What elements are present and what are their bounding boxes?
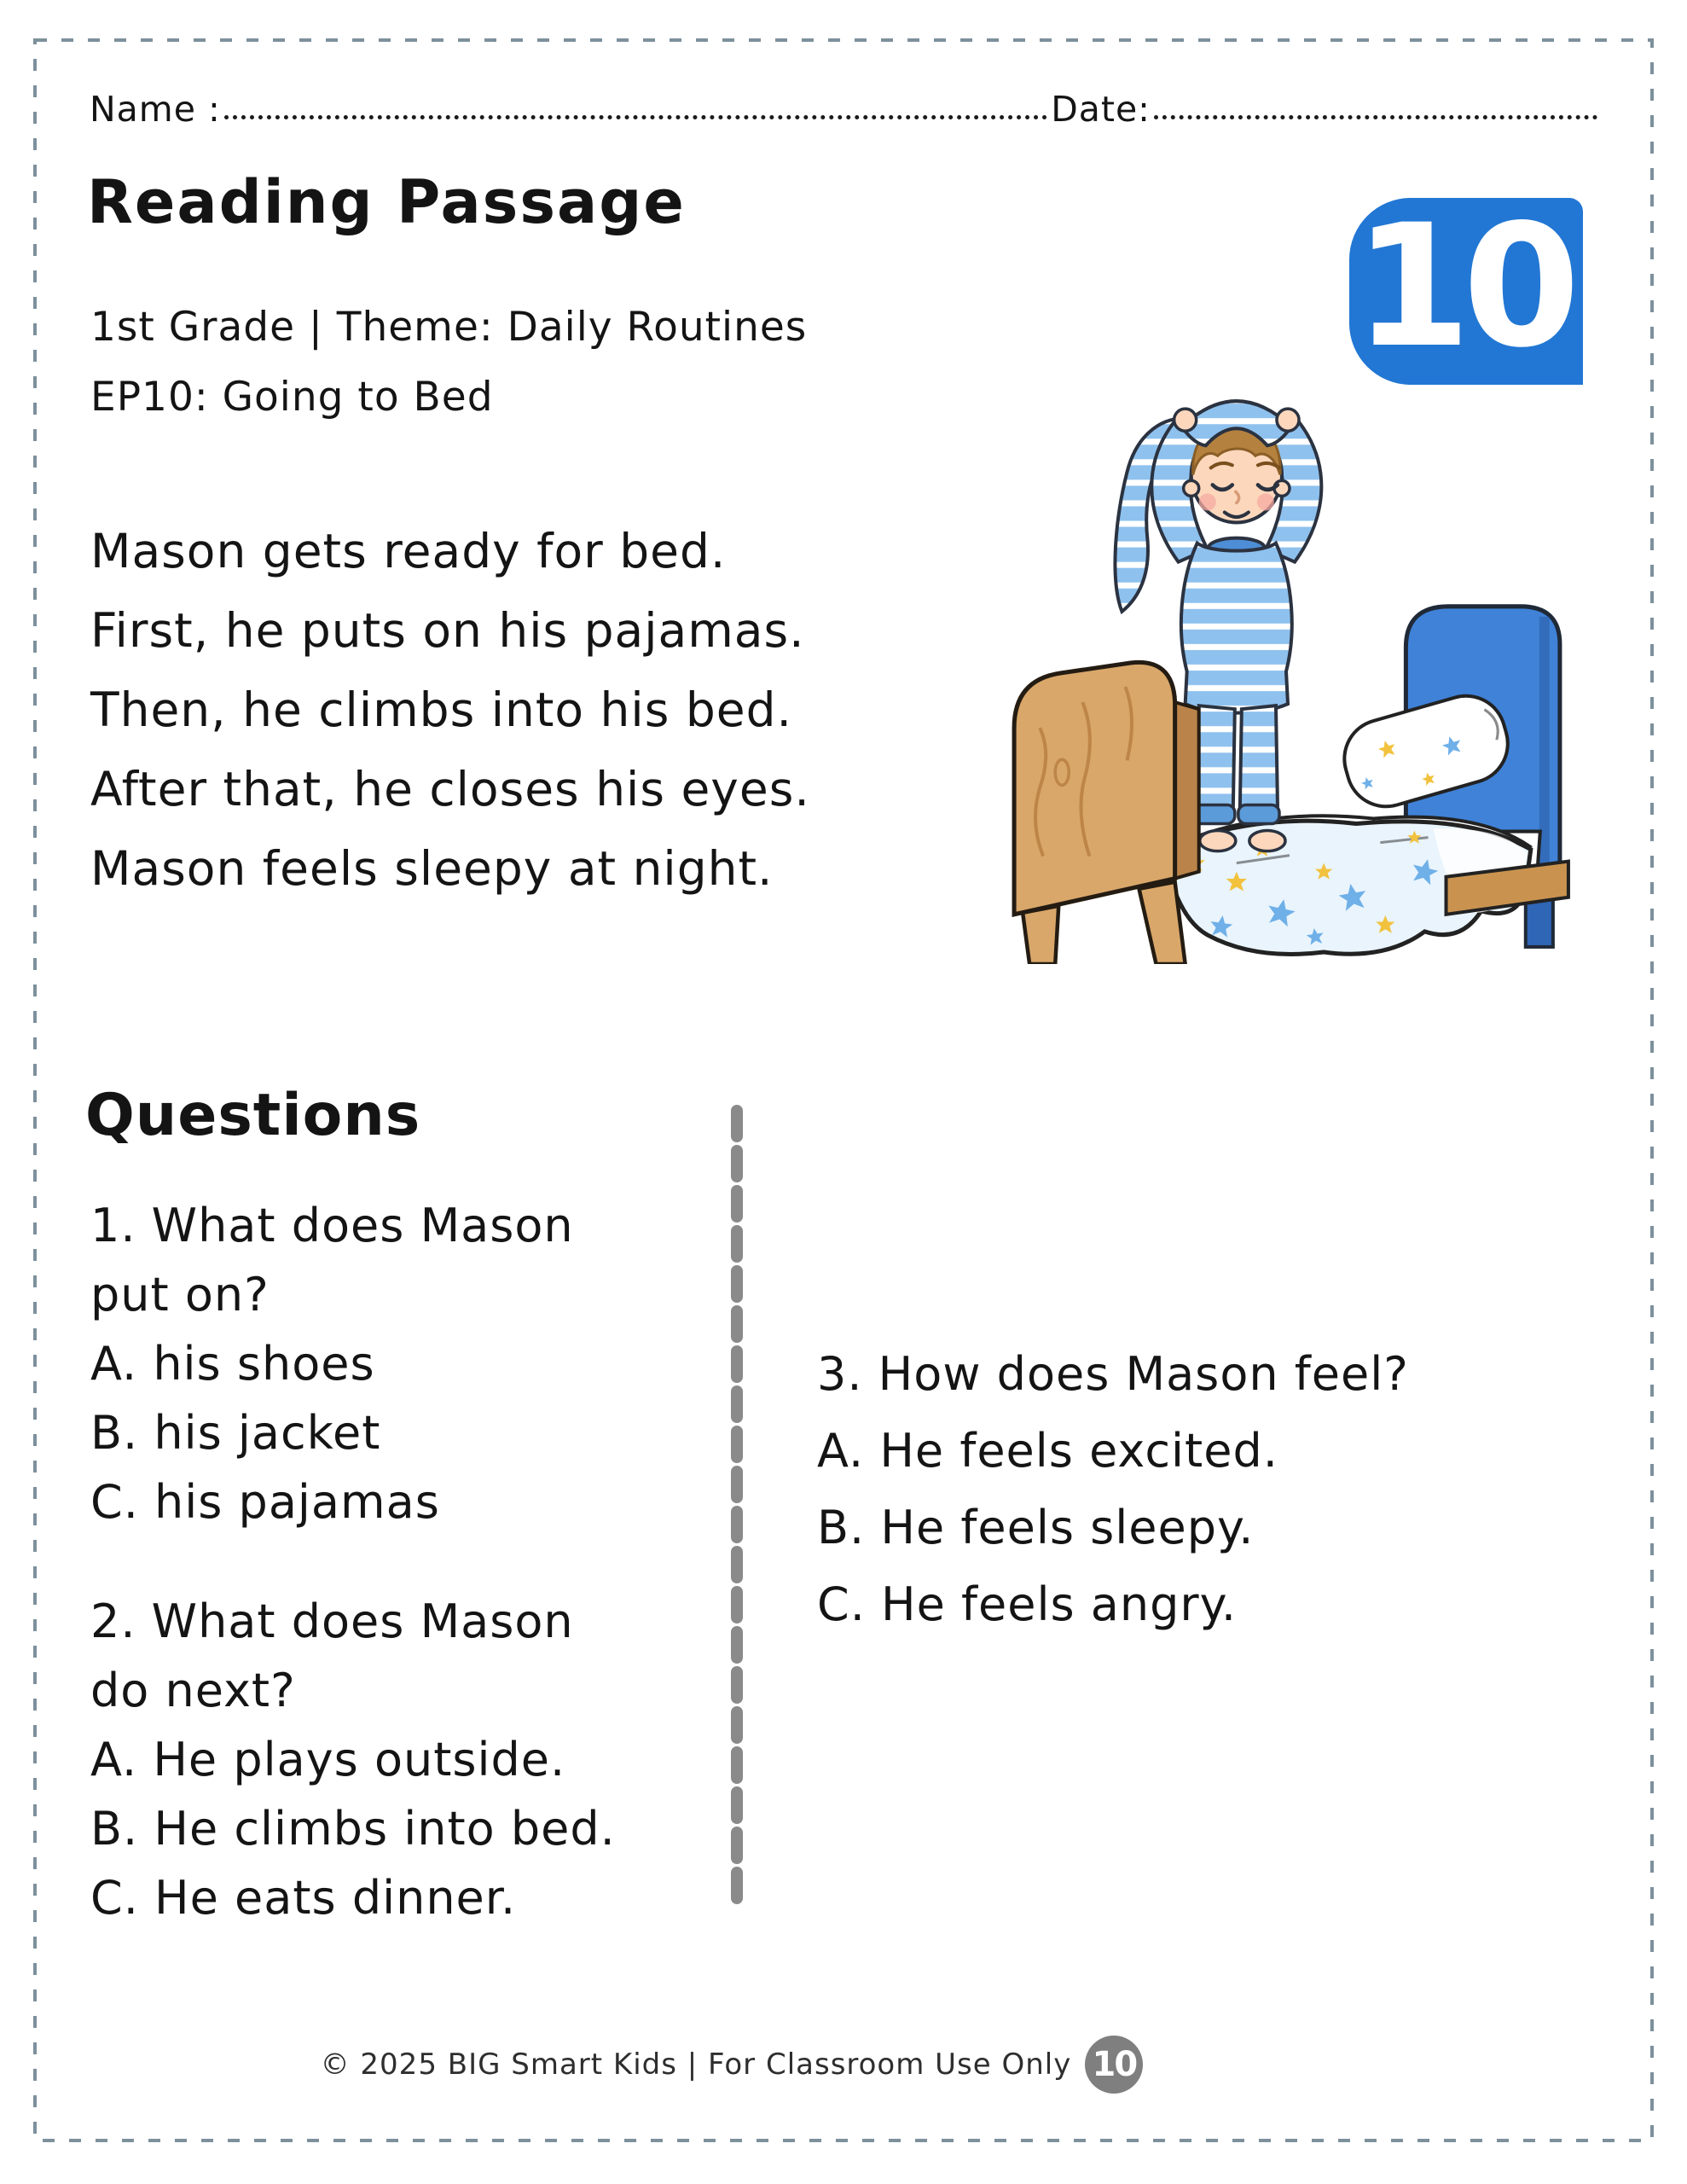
- lesson-number: 10: [1354, 187, 1572, 385]
- question-1: [90, 1191, 687, 1536]
- page-title: Reading Passage: [87, 167, 686, 237]
- answer-option: A. his shoes: [90, 1337, 375, 1391]
- bed-illustration: [972, 365, 1603, 964]
- date-label: Date:: [1051, 89, 1151, 130]
- page-number-badge: [1085, 2036, 1143, 2094]
- question-2: [90, 1587, 687, 1932]
- passage-line: After that, he closes his eyes.: [90, 762, 810, 816]
- question-text: do next?: [90, 1664, 296, 1717]
- episode-subtitle: EP10: Going to Bed: [90, 374, 494, 421]
- answer-option: C. He feels angry.: [817, 1577, 1238, 1631]
- name-blank-line: [224, 115, 1047, 119]
- left-hand: [1174, 409, 1197, 431]
- reading-passage: [90, 512, 960, 909]
- question-text: 3. How does Mason feel?: [817, 1347, 1409, 1401]
- answer-option: B. his jacket: [90, 1406, 381, 1460]
- passage-line: First, he puts on his pajamas.: [90, 603, 805, 658]
- question-text: 2. What does Mason: [90, 1594, 574, 1648]
- page-number: 10: [1092, 2045, 1137, 2084]
- passage-line: Then, he climbs into his bed.: [90, 682, 792, 737]
- answer-option: C. his pajamas: [90, 1475, 440, 1529]
- pajama-shirt: [1181, 543, 1292, 713]
- question-3: [817, 1336, 1619, 1643]
- answer-option: A. He feels excited.: [817, 1424, 1278, 1478]
- passage-line: Mason gets ready for bed.: [90, 524, 727, 578]
- feet: [1200, 831, 1236, 851]
- answer-option: B. He climbs into bed.: [90, 1802, 616, 1856]
- right-hand: [1277, 409, 1299, 431]
- question-text: put on?: [90, 1268, 270, 1321]
- name-date-row: [90, 89, 1601, 131]
- lesson-number-badge: [1349, 187, 1583, 385]
- name-label: Name :: [90, 89, 221, 130]
- date-blank-line: [1154, 115, 1597, 119]
- grade-theme-subtitle: 1st Grade | Theme: Daily Routines: [90, 304, 808, 351]
- page-footer: [0, 2036, 1464, 2094]
- boy-on-bed-drawing: [972, 365, 1603, 964]
- answer-option: A. He plays outside.: [90, 1733, 566, 1786]
- questions-heading: Questions: [85, 1082, 421, 1149]
- answer-option: B. He feels sleepy.: [817, 1501, 1255, 1554]
- copyright-text: © 2025 BIG Smart Kids | For Classroom Use Only: [320, 2048, 1072, 2082]
- column-divider: [730, 1102, 744, 1909]
- passage-line: Mason feels sleepy at night.: [90, 841, 774, 896]
- question-text: 1. What does Mason: [90, 1199, 574, 1252]
- answer-option: C. He eats dinner.: [90, 1871, 517, 1925]
- footboard: [1014, 662, 1199, 964]
